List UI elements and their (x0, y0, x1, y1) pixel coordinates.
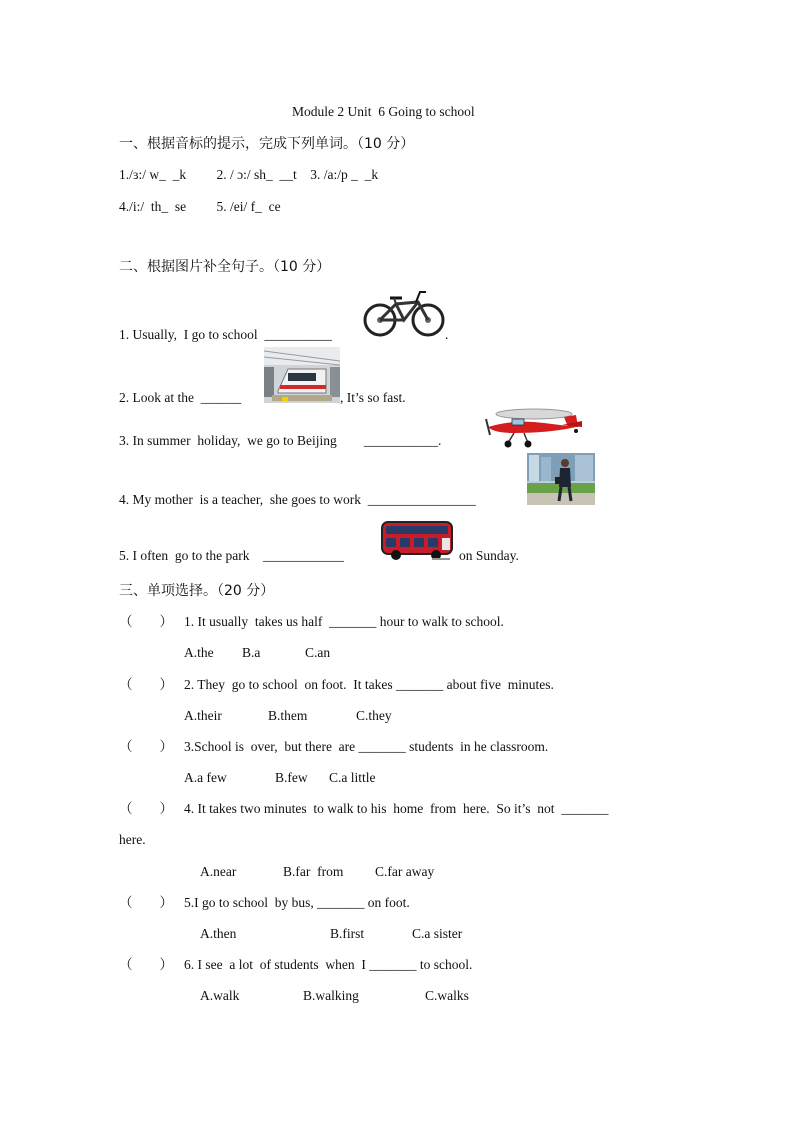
walking-woman-icon (527, 453, 595, 505)
section3-heading: 三、单项选择。（20 分） (119, 583, 275, 599)
answer-paren: （ ） (119, 895, 173, 910)
section1-heading: 一、根据音标的提示，完成下列单词。（10 分） (119, 136, 415, 152)
section2-heading: 二、根据图片补全句子。（10 分） (119, 259, 331, 275)
option-b: B.walking (303, 988, 359, 1003)
option-b: B.them (268, 708, 308, 723)
option-a: A.the (184, 645, 214, 660)
page-title: Module 2 Unit 6 Going to school (292, 104, 475, 119)
question-stem-continued: here. (119, 832, 146, 847)
section2-q2: 2. Look at the ______ (119, 390, 242, 405)
option-c: C.an (305, 645, 331, 660)
option-c: C.they (356, 708, 392, 723)
option-c: C.walks (425, 988, 469, 1003)
question-stem: 1. It usually takes us half _______ hour to walk to school. (184, 614, 504, 629)
option-b: B.few (275, 770, 308, 785)
option-a: A.their (184, 708, 222, 723)
question-stem: 5.I go to school by bus, _______ on foot. (184, 895, 410, 910)
question-stem: 6. I see a lot of students when I _______ to school. (184, 957, 473, 972)
section1-line2: 4./i:/ th_ se 5. /ei/ f_ ce (119, 199, 281, 214)
bus-icon (380, 520, 456, 562)
section2-q5-end: on Sunday. (459, 548, 519, 563)
option-b: B.first (330, 926, 365, 941)
option-a: A.then (200, 926, 237, 941)
section1-line1: 1./ɜ:/ w_ _k 2. / ɔ:/ sh_ __t 3. /a:/p _ _k (119, 167, 379, 182)
option-a: A.near (200, 864, 237, 879)
answer-paren: （ ） (119, 957, 173, 972)
section2-q2-end: , It’s so fast. (340, 390, 406, 405)
option-c: C.a sister (412, 926, 463, 941)
option-a: A.a few (184, 770, 227, 785)
answer-paren: （ ） (119, 801, 173, 816)
option-c: C.a little (329, 770, 376, 785)
question-stem: 4. It takes two minutes to walk to his home from here. So it’s not _______ (184, 801, 609, 816)
option-c: C.far away (375, 864, 435, 879)
option-b: B.a (242, 645, 261, 660)
train-icon (264, 347, 340, 403)
question-stem: 3.School is over, but there are _______ students in he classroom. (184, 739, 549, 754)
section2-q4: 4. My mother is a teacher, she goes to work ________________ (119, 492, 476, 507)
option-a: A.walk (200, 988, 240, 1003)
answer-paren: （ ） (119, 739, 173, 754)
option-b: B.far from (283, 864, 344, 879)
question-stem: 2. They go to school on foot. It takes _______ about five minutes. (184, 677, 554, 692)
section2-q3: 3. In summer holiday, we go to Beijing ___________. (119, 433, 442, 448)
answer-paren: （ ） (119, 614, 173, 629)
section2-q5: 5. I often go to the park ____________ (119, 548, 344, 563)
bicycle-icon (360, 286, 446, 338)
section2-q1-end: . (445, 327, 449, 342)
airplane-icon (484, 405, 586, 449)
section2-q1: 1. Usually, I go to school __________ (119, 327, 332, 342)
answer-paren: （ ） (119, 677, 173, 692)
